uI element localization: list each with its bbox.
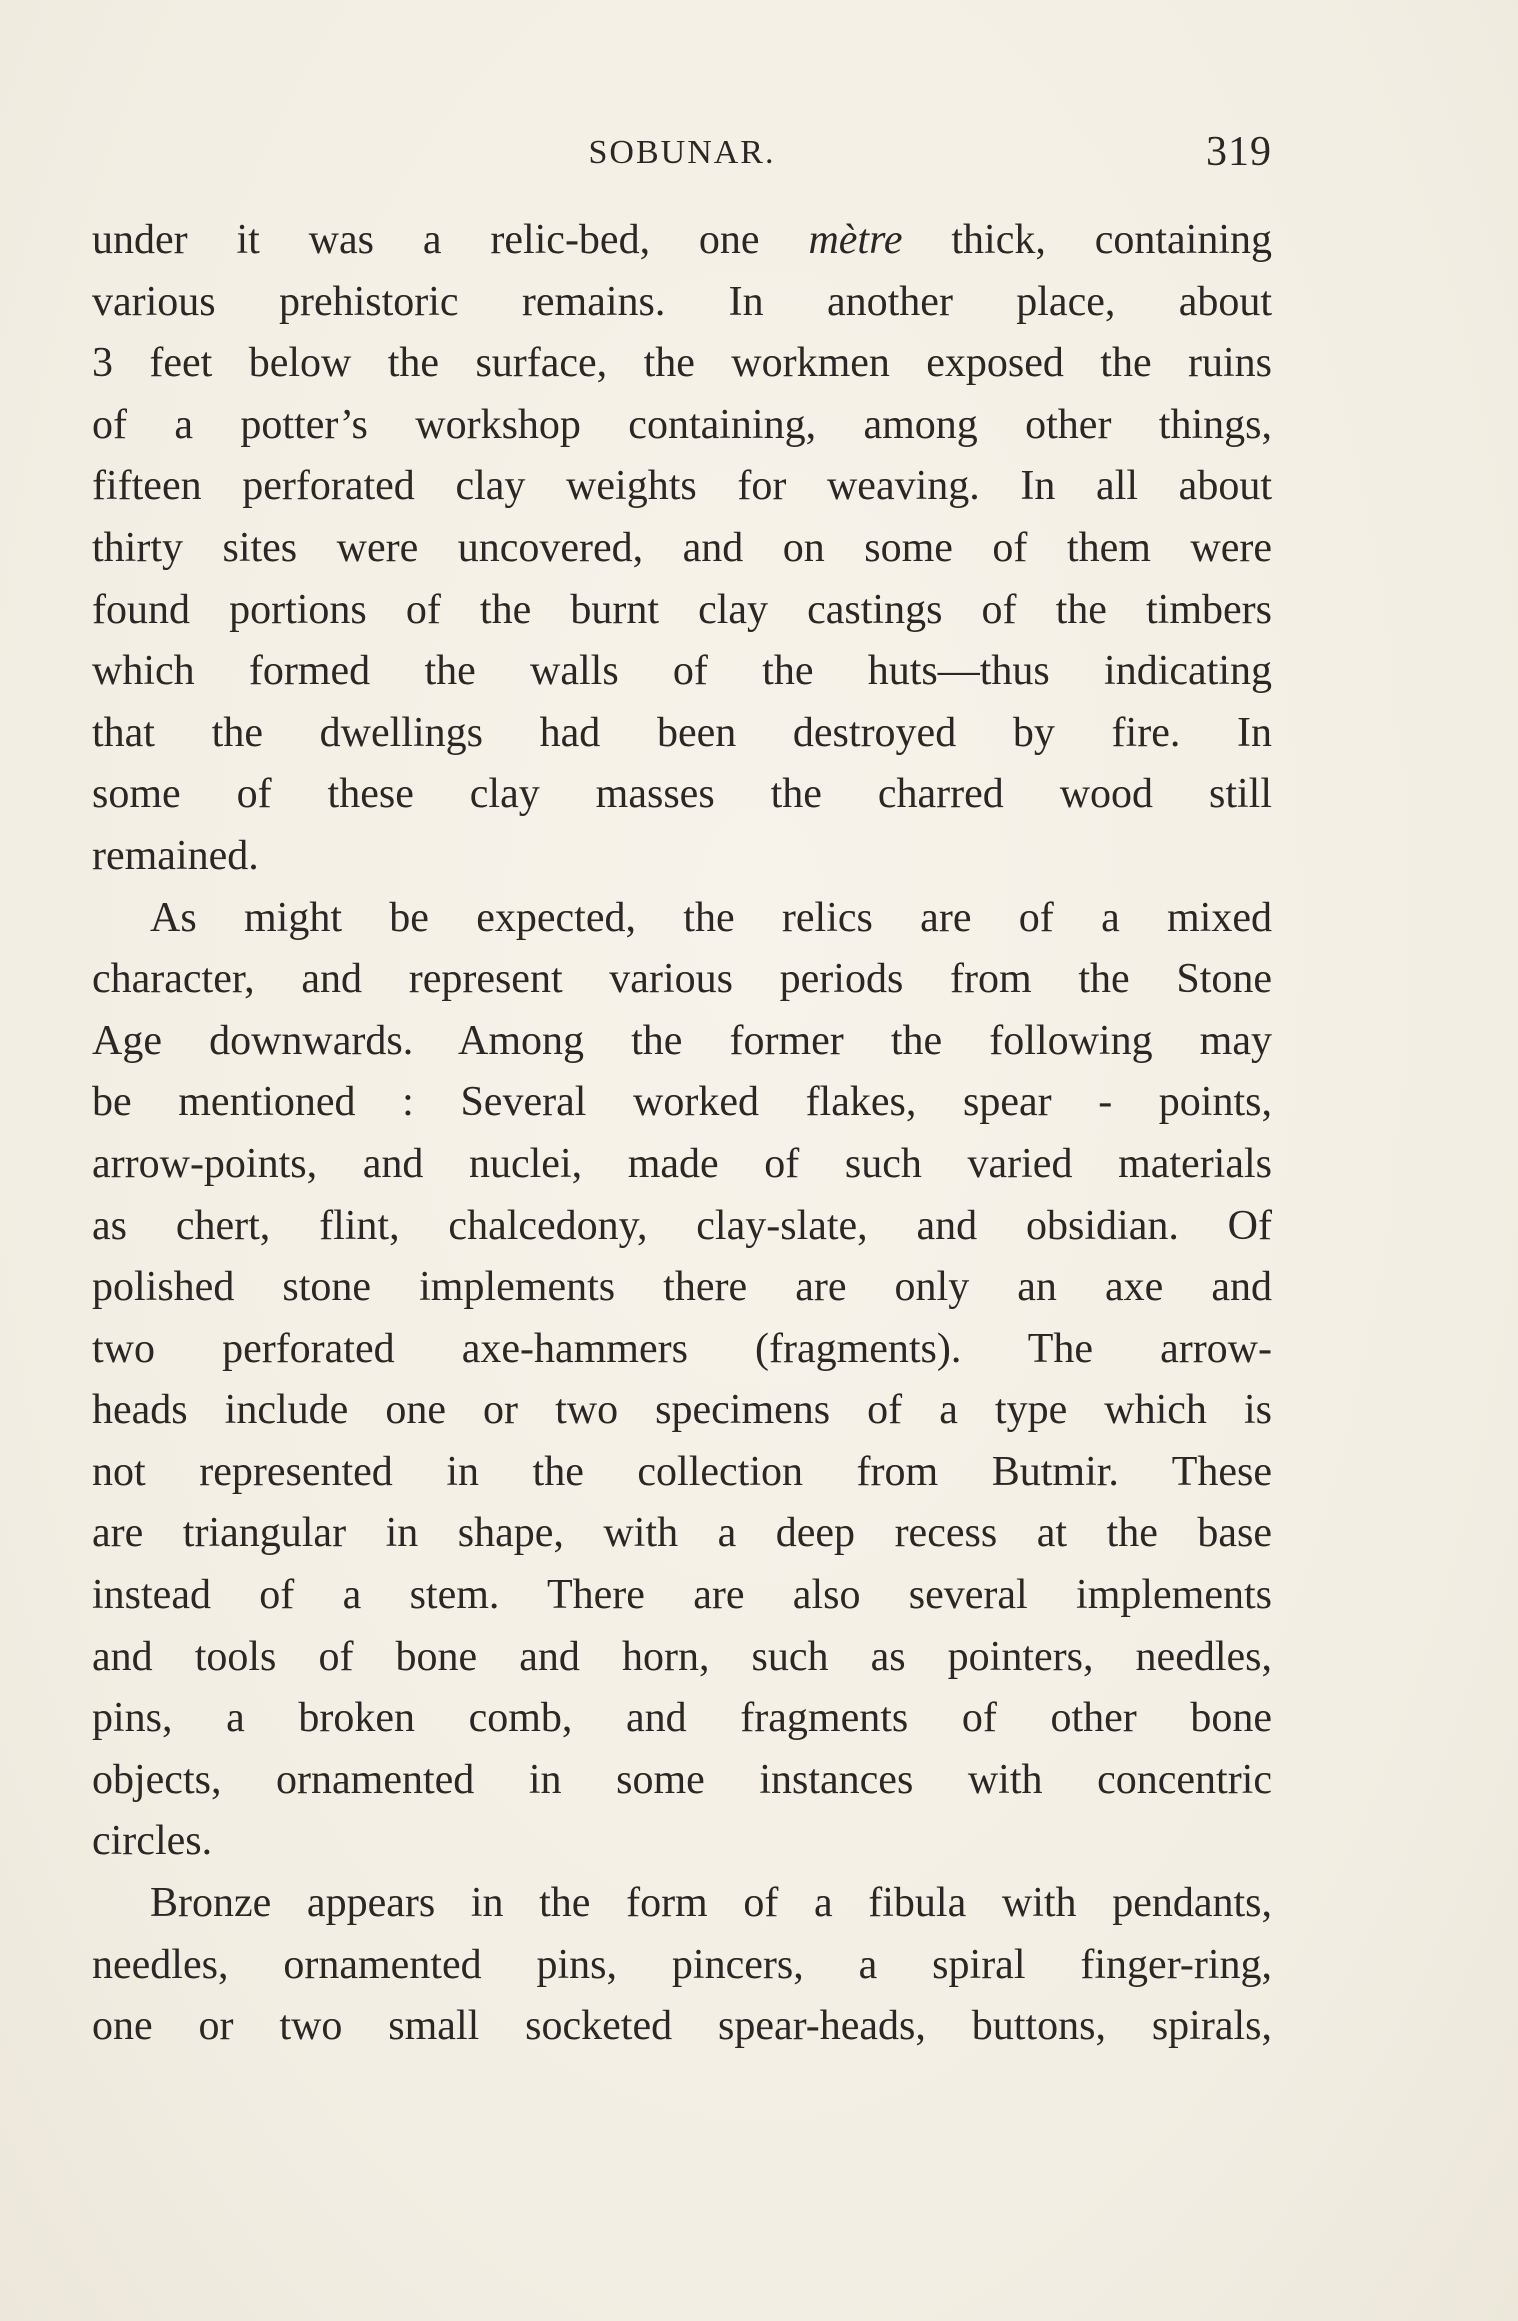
text-line-end: thick, containing <box>902 217 1272 263</box>
text-line: fifteen perforated clay weights for weaving. In all about <box>92 463 1272 510</box>
text-line: two perforated axe-hammers (fragments). The arrow- <box>92 1325 1272 1372</box>
text-line: not represented in the collection from Butmir. These <box>92 1448 1272 1495</box>
text-line: and tools of bone and horn, such as pointers, needles, <box>92 1633 1272 1680</box>
running-title: SOBUNAR. <box>588 134 776 171</box>
text-line: one or two small socketed spear-heads, buttons, spirals, <box>92 2003 1272 2050</box>
text-line: found portions of the burnt clay castings of the timbers <box>92 586 1272 633</box>
text-line: pins, a broken comb, and fragments of other bone <box>92 1695 1272 1742</box>
text-line: polished stone implements there are only an axe and <box>92 1264 1272 1311</box>
text-line: 3 feet below the surface, the workmen exposed the ruins <box>92 340 1272 387</box>
text-line: heads include one or two specimens of a type which is <box>92 1387 1272 1434</box>
italic-word: mètre <box>808 217 903 263</box>
text-line: needles, ornamented pins, pincers, a spiral finger-ring, <box>92 1941 1272 1988</box>
text-line: instead of a stem. There are also several implements <box>92 1572 1272 1619</box>
paragraph-start-line: As might be expected, the relics are of a mixed <box>150 894 1272 941</box>
page-number: 319 <box>1206 129 1272 175</box>
paragraph-end-line: circles. <box>92 1818 213 1865</box>
body-text <box>92 210 1272 2058</box>
running-head <box>92 128 1272 178</box>
text-line-start: under it was a relic-bed, one <box>92 217 809 263</box>
text-line: various prehistoric remains. In another place, about <box>92 278 1272 325</box>
text-line: which formed the walls of the huts—thus indicating <box>92 648 1272 695</box>
text-line: that the dwellings had been destroyed by fire. In <box>92 709 1272 756</box>
text-line: of a potter’s workshop containing, among other things, <box>92 401 1272 448</box>
text-line: some of these clay masses the charred wood still <box>92 771 1272 818</box>
text-line: be mentioned : Several worked flakes, spear - points, <box>92 1079 1272 1126</box>
text-line: thirty sites were uncovered, and on some of them were <box>92 524 1272 571</box>
text-line <box>92 210 1272 272</box>
text-line: are triangular in shape, with a deep recess at the base <box>92 1510 1272 1557</box>
paragraph-start-line: Bronze appears in the form of a fibula with pendants, <box>150 1880 1272 1927</box>
text-line: as chert, flint, chalcedony, clay-slate, and obsidian. Of <box>92 1202 1272 1249</box>
text-line: arrow-points, and nuclei, made of such varied materials <box>92 1140 1272 1187</box>
text-line: character, and represent various periods from the Stone <box>92 956 1272 1003</box>
paragraph-end-line: remained. <box>92 832 259 879</box>
text-line: Age downwards. Among the former the following may <box>92 1017 1272 1064</box>
text-line: objects, ornamented in some instances with concentric <box>92 1756 1272 1803</box>
